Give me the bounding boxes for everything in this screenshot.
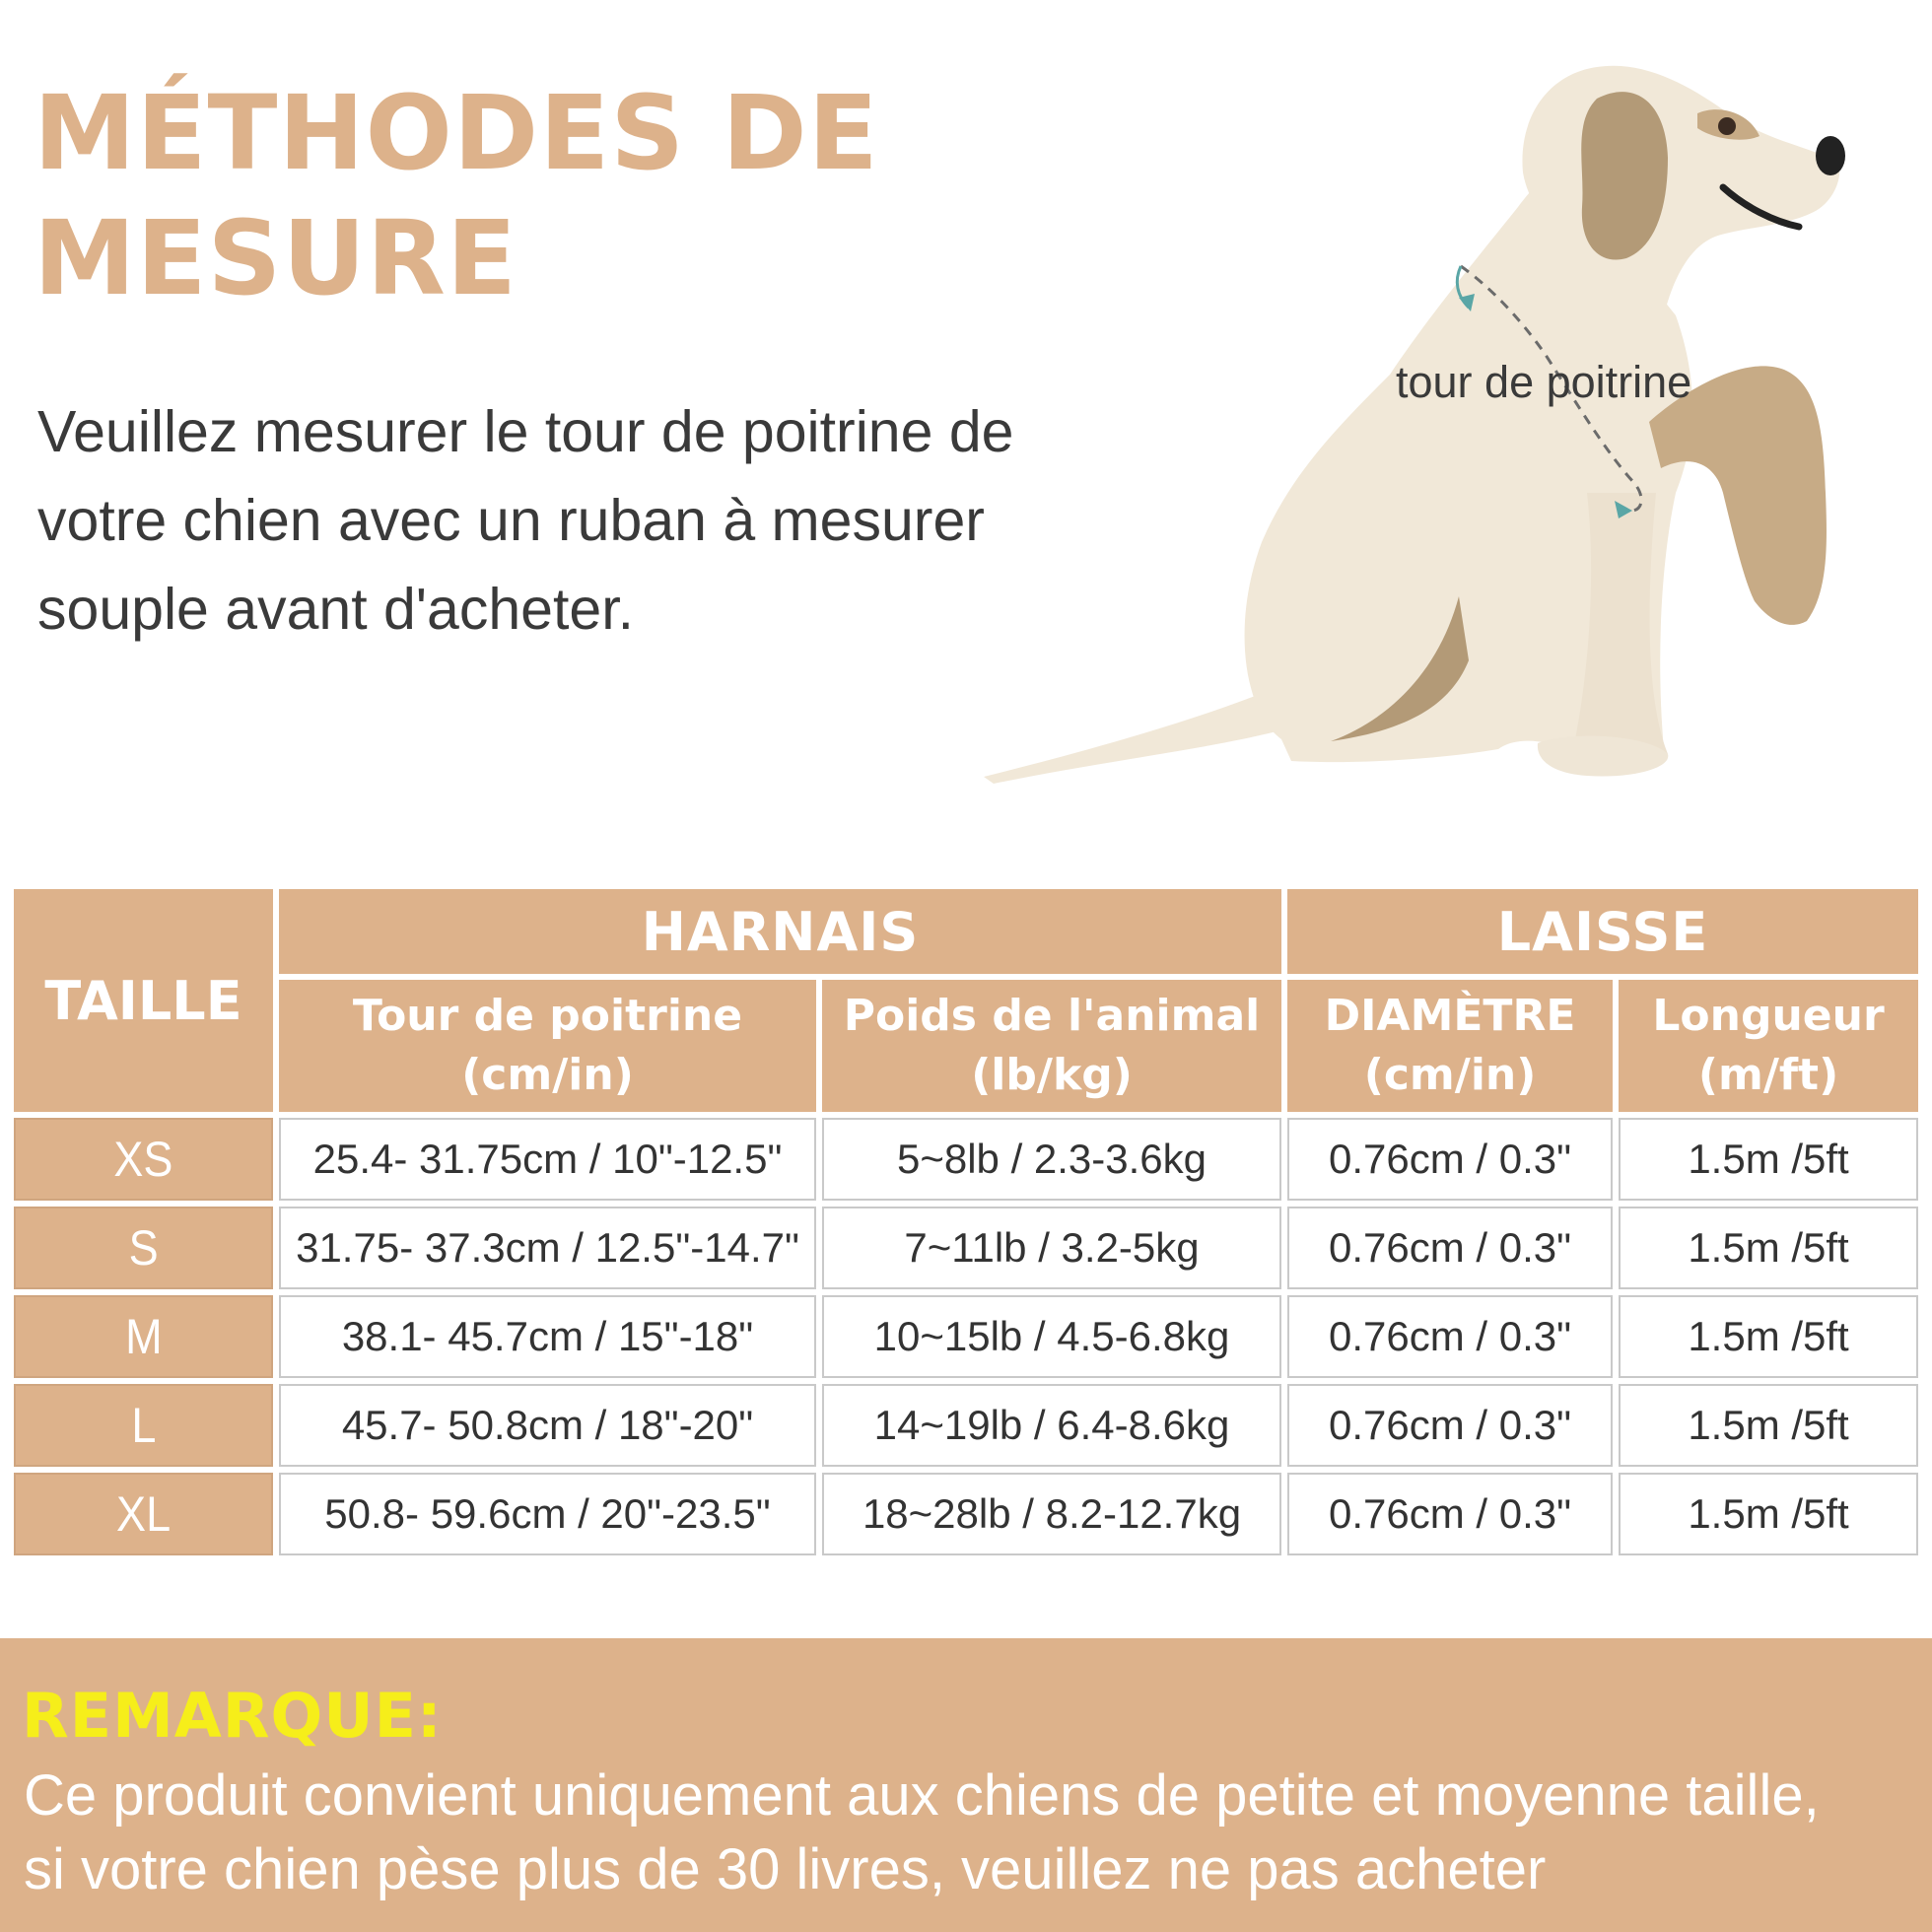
- table-row: [14, 1207, 1918, 1289]
- diameter-cell: 0.76cm / 0.3": [1287, 1384, 1613, 1467]
- page-title: [34, 71, 879, 321]
- weight-cell: 7~11lb / 3.2-5kg: [822, 1207, 1281, 1289]
- length-header-line-2: (m/ft): [1697, 1050, 1839, 1100]
- weight-cell: 14~19lb / 6.4-8.6kg: [822, 1384, 1281, 1467]
- size-chart-table: [8, 883, 1924, 1561]
- diameter-cell: 0.76cm / 0.3": [1287, 1473, 1613, 1555]
- length-cell: 1.5m /5ft: [1619, 1473, 1918, 1555]
- remark-line-2: si votre chien pèse plus de 30 livres, veuillez ne pas acheter: [24, 1837, 1547, 1901]
- size-label: L: [130, 1398, 157, 1453]
- length-column-header: [1619, 980, 1918, 1112]
- size-cell: [14, 1384, 273, 1467]
- diameter-cell: 0.76cm / 0.3": [1287, 1295, 1613, 1378]
- page-title-line-1: MÉTHODES DE: [34, 73, 879, 193]
- remark-line-1: Ce produit convient uniquement aux chiens de petite et moyenne taille,: [24, 1763, 1820, 1828]
- intro-paragraph: [37, 387, 1033, 654]
- length-header-line-1: Longueur: [1652, 991, 1885, 1041]
- intro-line-3: souple avant d'acheter.: [37, 577, 634, 642]
- size-cell: [14, 1473, 273, 1555]
- intro-line-2: votre chien avec un ruban à mesurer: [37, 488, 985, 553]
- chest-column-header: [279, 980, 816, 1112]
- length-cell: 1.5m /5ft: [1619, 1207, 1918, 1289]
- leash-group-header: LAISSE: [1287, 889, 1918, 974]
- weight-cell: 5~8lb / 2.3-3.6kg: [822, 1118, 1281, 1201]
- size-label: M: [124, 1309, 163, 1364]
- weight-cell: 10~15lb / 4.5-6.8kg: [822, 1295, 1281, 1378]
- chest-cell: 31.75- 37.3cm / 12.5"-14.7": [279, 1207, 816, 1289]
- length-cell: 1.5m /5ft: [1619, 1384, 1918, 1467]
- chest-header-line-2: (cm/in): [461, 1050, 634, 1100]
- diameter-cell: 0.76cm / 0.3": [1287, 1118, 1613, 1201]
- sitting-dog-illustration: [966, 30, 1873, 818]
- chest-cell: 38.1- 45.7cm / 15"-18": [279, 1295, 816, 1378]
- length-cell: 1.5m /5ft: [1619, 1118, 1918, 1201]
- remark-banner: [0, 1638, 1932, 1932]
- remark-text: [24, 1759, 1906, 1906]
- table-row: [14, 1384, 1918, 1467]
- table-row: [14, 1473, 1918, 1555]
- dog-eye: [1718, 117, 1736, 135]
- size-cell: [14, 1118, 273, 1201]
- size-cell: [14, 1207, 273, 1289]
- diameter-header-line-2: (cm/in): [1363, 1050, 1537, 1100]
- diameter-column-header: [1287, 980, 1613, 1112]
- diameter-cell: 0.76cm / 0.3": [1287, 1207, 1613, 1289]
- table-row: [14, 1118, 1918, 1201]
- chest-cell: 45.7- 50.8cm / 18"-20": [279, 1384, 816, 1467]
- weight-column-header: [822, 980, 1281, 1112]
- size-cell: [14, 1295, 273, 1378]
- weight-header-line-1: Poids de l'animal: [843, 991, 1261, 1041]
- dog-nose: [1816, 136, 1845, 175]
- chest-girth-label: tour de poitrine: [1396, 357, 1692, 407]
- table-column-header-row: [14, 980, 1918, 1112]
- length-cell: 1.5m /5ft: [1619, 1295, 1918, 1378]
- size-label: XS: [113, 1132, 173, 1187]
- remark-title: REMARQUE:: [22, 1680, 443, 1752]
- table-group-header-row: [14, 889, 1918, 974]
- weight-header-line-2: (lb/kg): [971, 1050, 1133, 1100]
- intro-line-1: Veuillez mesurer le tour de poitrine de: [37, 399, 1014, 464]
- chest-cell: 50.8- 59.6cm / 20"-23.5": [279, 1473, 816, 1555]
- chest-header-line-1: Tour de poitrine: [352, 991, 743, 1041]
- diameter-header-line-1: DIAMÈTRE: [1324, 991, 1576, 1041]
- chest-cell: 25.4- 31.75cm / 10"-12.5": [279, 1118, 816, 1201]
- page-title-line-2: MESURE: [34, 198, 518, 318]
- size-column-header: TAILLE: [14, 889, 273, 1112]
- harness-group-header: HARNAIS: [279, 889, 1281, 974]
- table-row: [14, 1295, 1918, 1378]
- size-label: S: [128, 1220, 159, 1276]
- size-label: XL: [115, 1486, 172, 1542]
- weight-cell: 18~28lb / 8.2-12.7kg: [822, 1473, 1281, 1555]
